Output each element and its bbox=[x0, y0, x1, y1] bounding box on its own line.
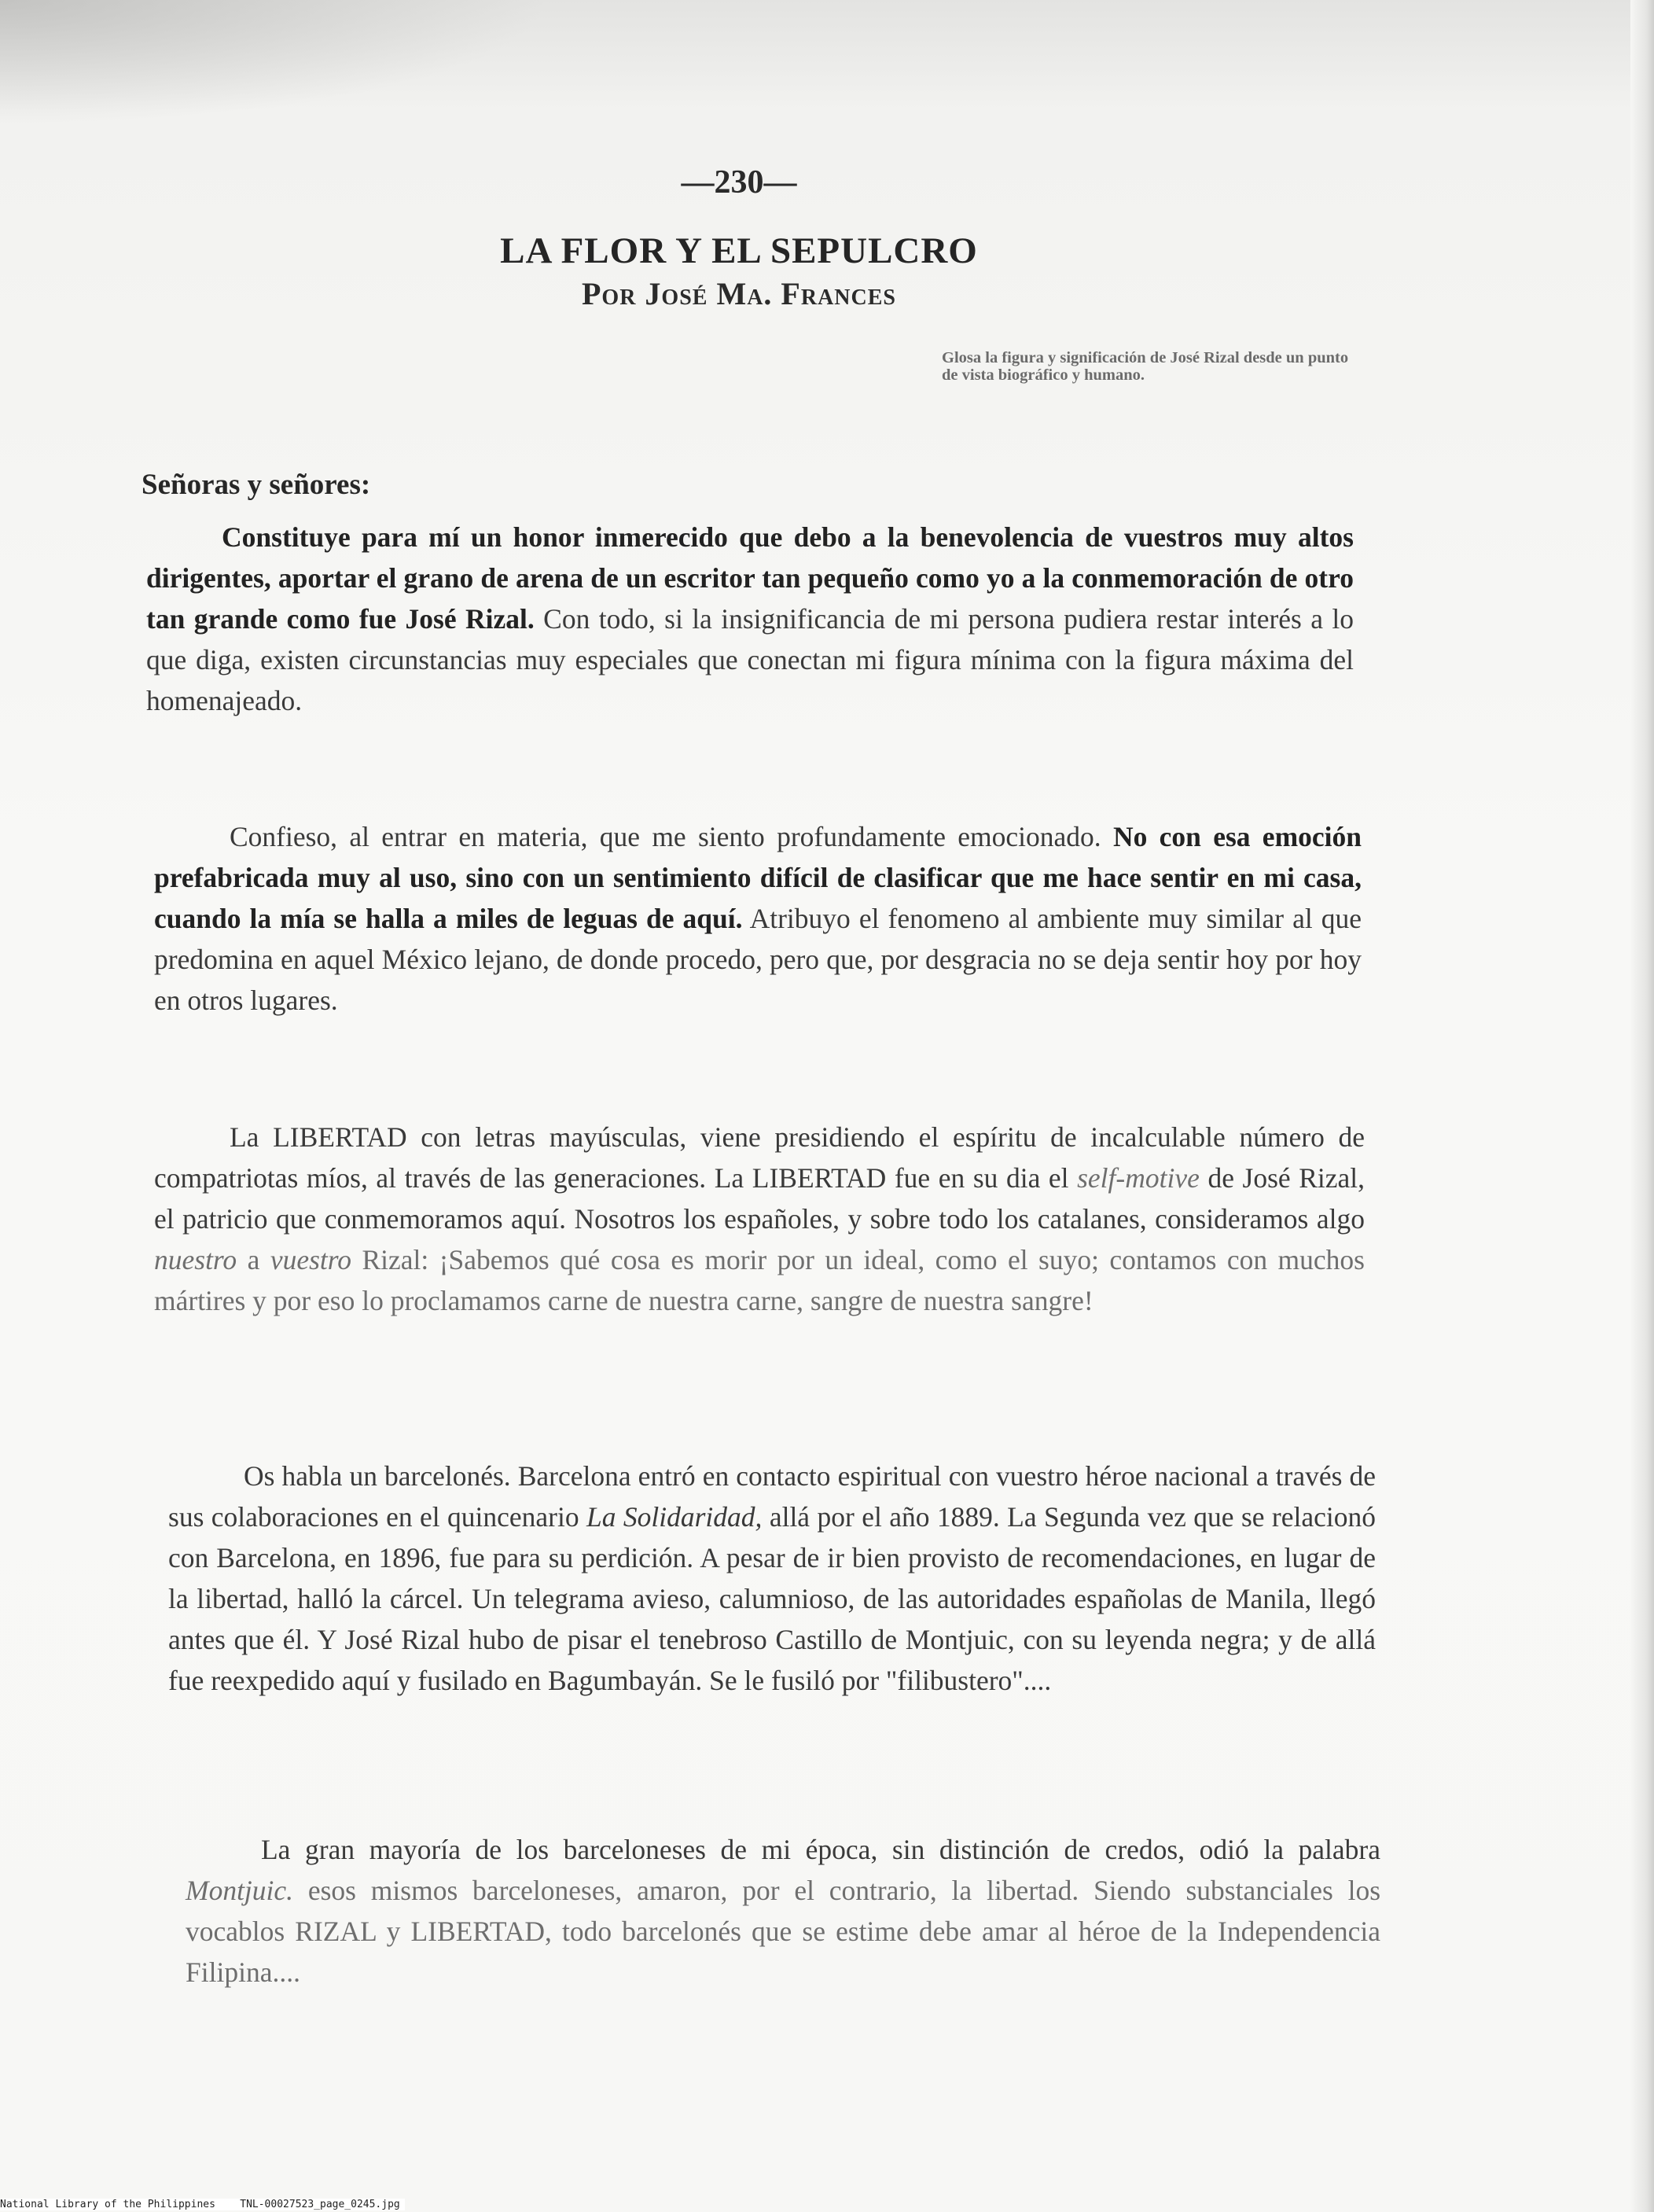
paragraph-2-part-b: No con esa emoción prefabricada muy al uso, sino con un sentimiento difícil de clasificar que me hace sentir en mi casa, cuando la mía se halla a miles de leguas de aquí. bbox=[154, 821, 1362, 934]
scan-shadow bbox=[0, 0, 550, 126]
article-byline: Por José Ma. Frances bbox=[582, 276, 896, 311]
paragraph-5-italic-montjuic: Montjuic. bbox=[186, 1875, 294, 1906]
epigraph: Glosa la figura y significación de José Rizal desde un punto de vista biográfico y humano. bbox=[942, 349, 1349, 384]
paragraph-3-part-c: de José Rizal, el patricio que conmemoramos aquí. Nosotros los españoles, y sobre todo los catalanes, consideramos algo bbox=[154, 1162, 1365, 1235]
paragraph-3-part-a: La LIBERTAD con letras mayúsculas, viene presidiendo el espíritu de incalculable número de compatriotas míos, al través de las generaciones. La LIBERTAD fue en su dia el bbox=[154, 1121, 1365, 1194]
paragraph-3-italic-nuestro: nuestro bbox=[154, 1244, 237, 1275]
paragraph-3-italic-self-motive: self-motive bbox=[1077, 1162, 1200, 1194]
article-title: LA FLOR Y EL SEPULCRO bbox=[500, 230, 978, 271]
scan-footer bbox=[0, 2199, 405, 2210]
paragraph-5 bbox=[186, 1829, 1380, 1993]
paragraph-1 bbox=[146, 517, 1354, 721]
paragraph-2-part-c: Atribuyo el fenomeno al ambiente muy similar al que predomina en aquel México lejano, de donde procedo, pero que, por desgracia no se deja sentir hoy por hoy en otros lugares. bbox=[154, 903, 1362, 1016]
paragraph-3-part-e: a bbox=[247, 1244, 260, 1275]
footer-library: National Library of the Philippines bbox=[0, 2199, 215, 2210]
paragraph-1-part-b: Con todo, si la insignificancia de mi persona pudiera restar interés a lo que diga, existen circunstancias muy especiales que conectan mi figura mínima con la figura máxima del homenajeado. bbox=[146, 603, 1354, 716]
paragraph-2-part-a: Confieso, al entrar en materia, que me siento profundamente emocionado. bbox=[230, 821, 1101, 852]
page-edge-shadow bbox=[1630, 0, 1654, 2212]
paragraph-4-italic-la-solidaridad: La Solidaridad, bbox=[586, 1501, 763, 1533]
paragraph-1-part-a: Constituye para mí un honor inmerecido que debo a la benevolencia de vuestros muy altos dirigentes, aportar el grano de arena de un escritor tan pequeño como yo a la conmemoración de otro tan grande como fue José Rizal. bbox=[146, 521, 1354, 635]
footer-file: TNL-00027523_page_0245.jpg bbox=[240, 2199, 400, 2210]
page-number: —230— bbox=[681, 164, 797, 201]
paragraph-4-part-c: allá por el año 1889. La Segunda vez que se relacionó con Barcelona, en 1896, fue para su perdición. A pesar de ir bien provisto de recomendaciones, en lugar de la libertad, halló la cárcel. Un telegrama avieso, calumnioso, de las autoridades españolas de Manila, llegó antes que él. Y José Rizal hubo de pisar el tenebroso Castillo de Montjuic, con su leyenda negra; y de allá fue reexpedido aquí y fusilado en Bagumbayán. Se le fusiló por "filibustero".... bbox=[168, 1501, 1376, 1696]
paragraph-3-italic-vuestro: vuestro bbox=[270, 1244, 352, 1275]
salutation: Señoras y señores: bbox=[142, 469, 371, 501]
paragraph-3-part-g: Rizal: ¡Sabemos qué cosa es morir por un ideal, como el suyo; contamos con muchos mártires y por eso lo proclamamos carne de nuestra carne, sangre de nuestra sangre! bbox=[154, 1244, 1365, 1316]
paragraph-4-part-a: Os habla un barcelonés. Barcelona entró en contacto espiritual con vuestro héroe nacional a través de sus colaboraciones en el quincenario bbox=[168, 1460, 1376, 1533]
paragraph-2 bbox=[154, 816, 1362, 1021]
paragraph-5-part-c: esos mismos barceloneses, amaron, por el contrario, la libertad. Siendo substanciales los vocablos RIZAL y LIBERTAD, todo barcelonés que se estime debe amar al héroe de la Independencia Filipina.... bbox=[186, 1875, 1381, 1988]
paragraph-4 bbox=[168, 1456, 1376, 1701]
paragraph-5-part-a: La gran mayoría de los barceloneses de mi época, sin distinción de credos, odió la palabra bbox=[261, 1834, 1380, 1865]
paragraph-3 bbox=[154, 1117, 1365, 1321]
